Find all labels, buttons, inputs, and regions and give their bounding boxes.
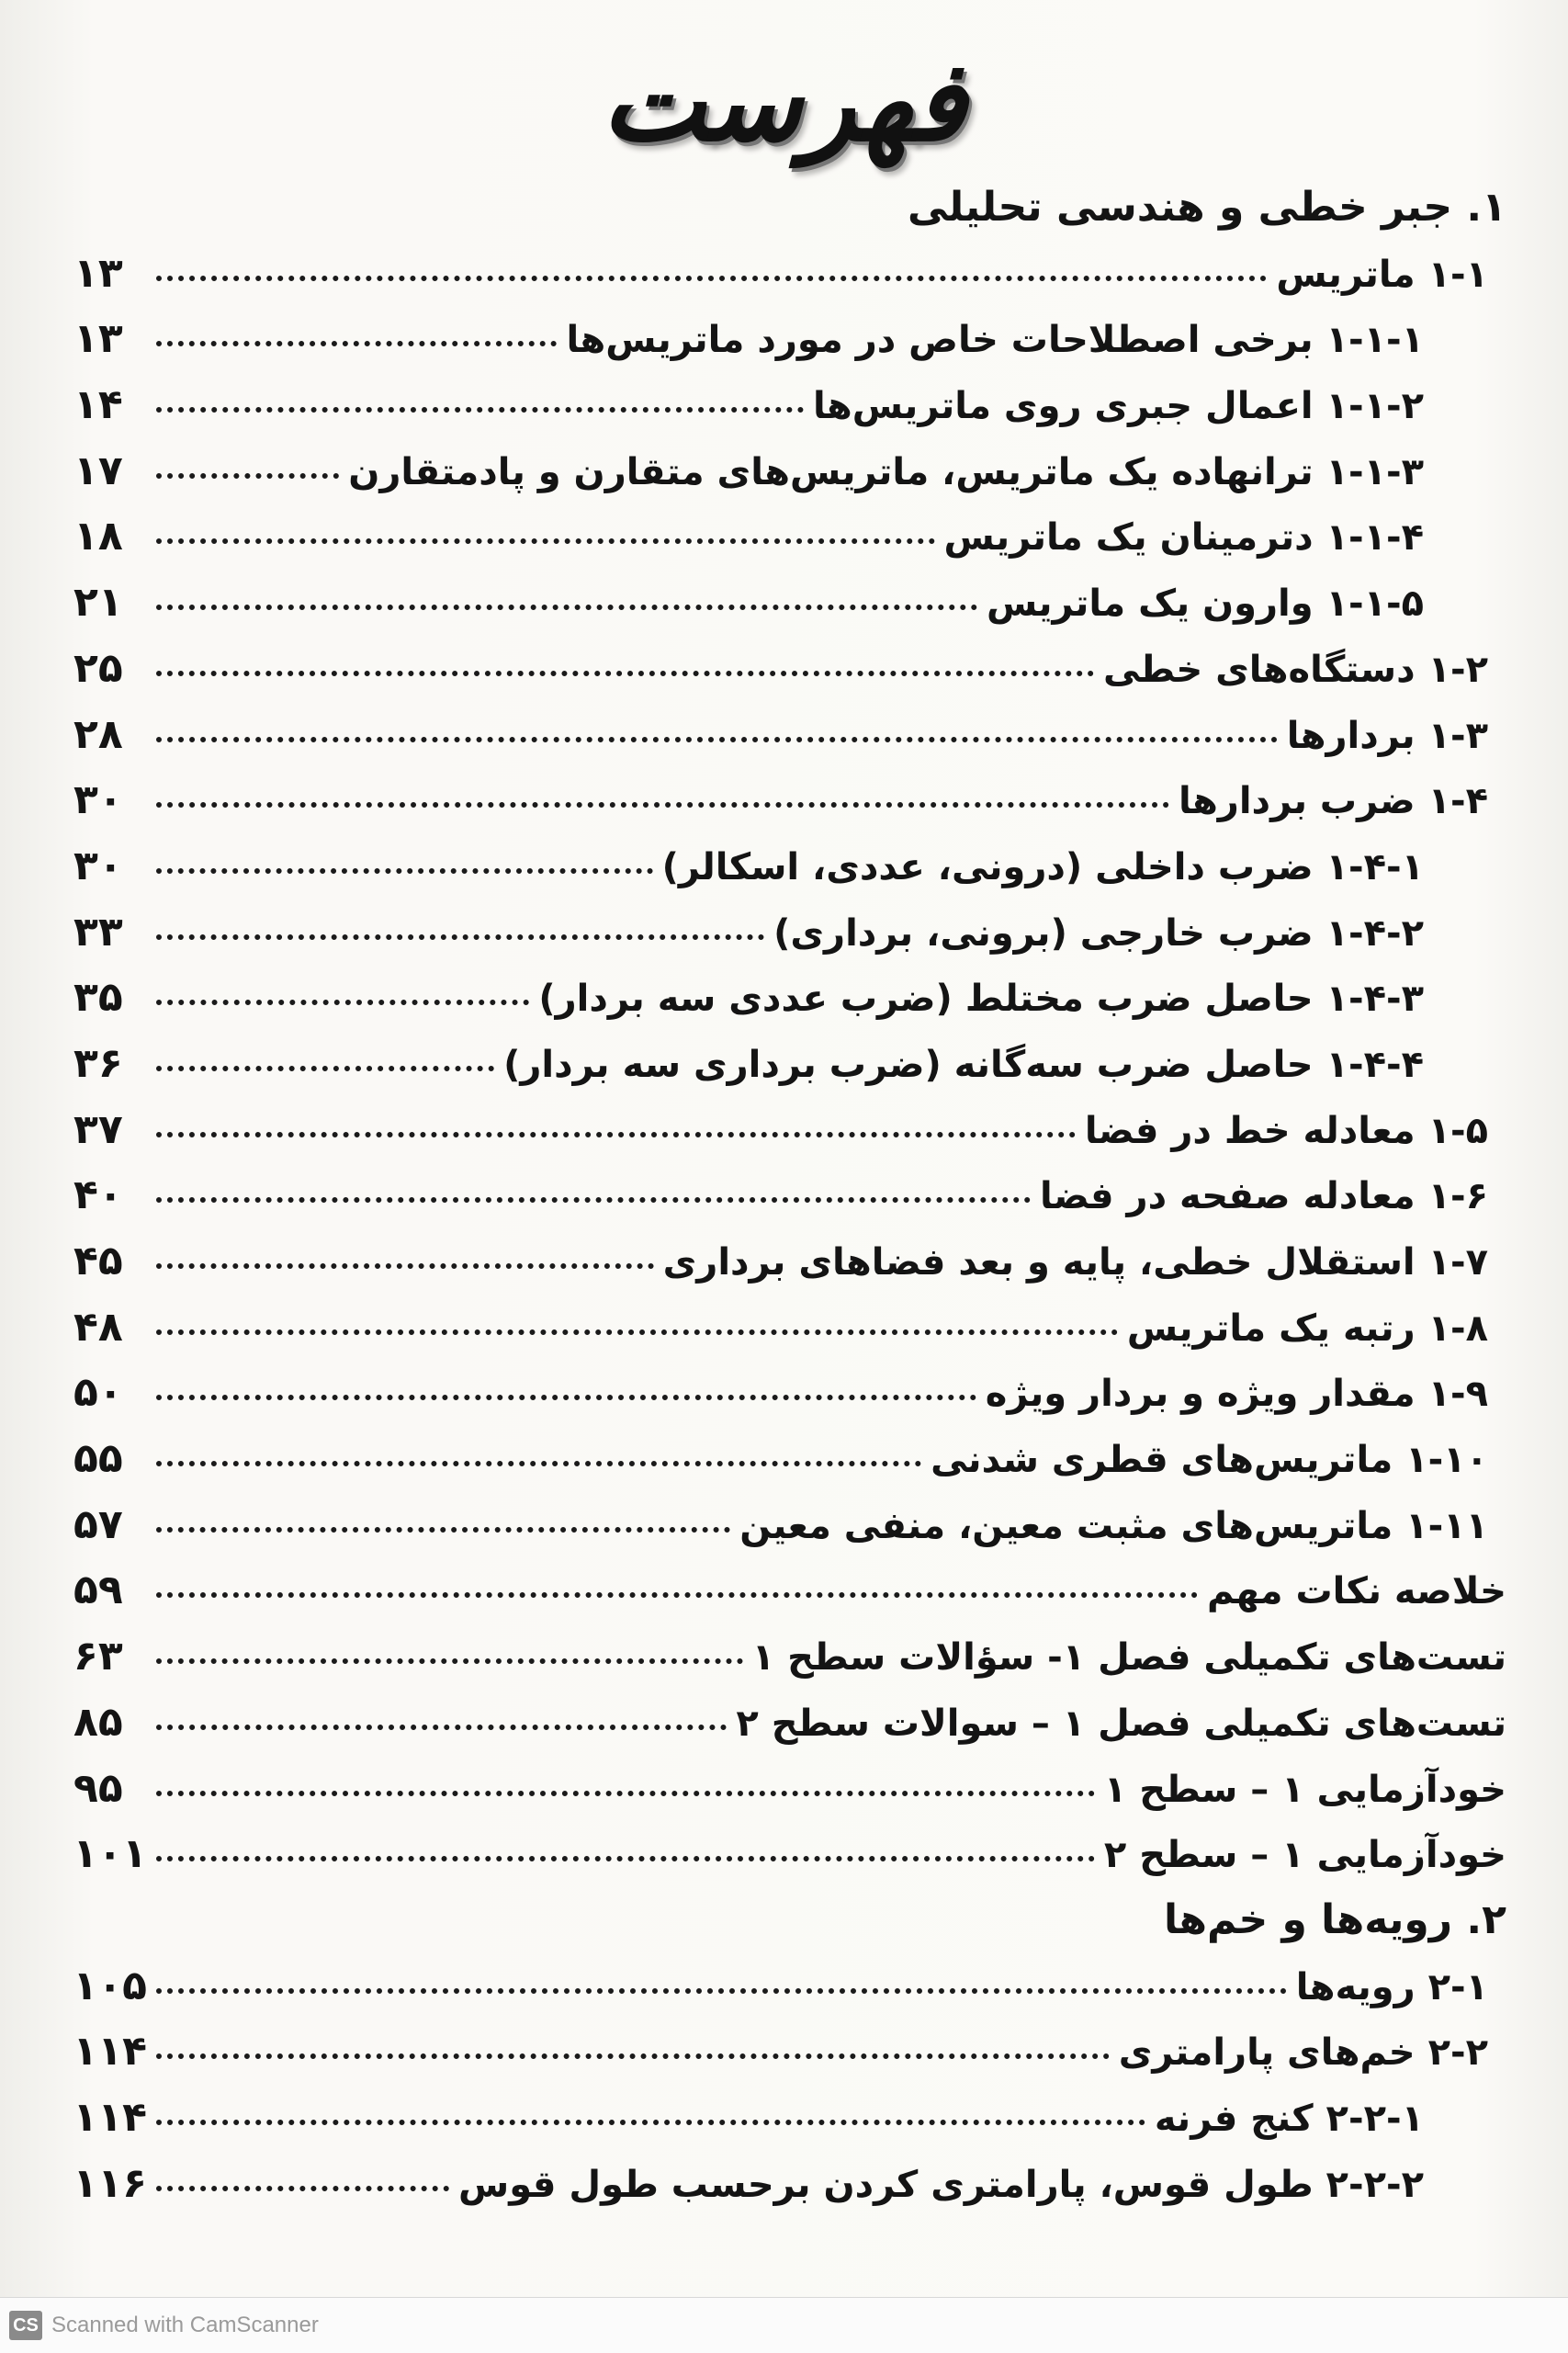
toc-entry	[73, 1501, 1506, 1567]
toc-page-number: ۱۱۴	[73, 2028, 147, 2076]
toc-entry-title: ۱-۹ مقدار ویژه و بردار ویژه	[985, 1373, 1488, 1416]
toc-entry	[73, 381, 1506, 447]
toc-page-number: ۱۰۵	[73, 1962, 147, 2009]
toc-chapter-heading	[73, 184, 1506, 250]
toc-entry	[73, 1435, 1506, 1501]
toc-page-number: ۵۹	[73, 1567, 123, 1614]
toc-entry-title: تست‌های تکمیلی فصل ۱ – سوالات سطح ۲	[736, 1702, 1506, 1745]
dot-leader	[156, 1066, 494, 1071]
dot-leader	[156, 1527, 730, 1533]
dot-leader	[156, 671, 1094, 676]
toc-page-number: ۴۸	[73, 1303, 123, 1351]
toc-entry-title: ۱-۴-۴ حاصل ضرب سه‌گانه (ضرب برداری سه بردار)	[503, 1043, 1424, 1086]
table-of-contents	[73, 184, 1506, 2225]
dot-leader	[156, 538, 935, 544]
dot-leader	[156, 341, 557, 346]
scan-watermark-text: Scanned with CamScanner	[51, 2313, 319, 2337]
toc-entry-title: ۱-۱-۲ اعمال جبری روی ماتریس‌ها	[813, 385, 1424, 428]
dot-leader	[156, 1856, 1095, 1861]
dot-leader	[156, 2120, 1145, 2125]
toc-entry-title: ۱-۸ رتبه یک ماتریس	[1126, 1307, 1488, 1350]
toc-entry-title: ۱-۴ ضرب بردارها	[1179, 780, 1488, 823]
toc-entry-title: ۱-۱-۳ ترانهاده یک ماتریس، ماتریس‌های متقارن و پادمتقارن	[348, 450, 1424, 493]
toc-entry-title: خلاصه نکات مهم	[1207, 1570, 1506, 1613]
toc-entry-title: تست‌های تکمیلی فصل ۱- سؤالات سطح ۱	[751, 1636, 1506, 1680]
page-title: فهرست	[601, 37, 967, 166]
dot-leader	[156, 1988, 1287, 1994]
toc-page-number: ۶۳	[73, 1633, 123, 1680]
toc-entry-title: خودآزمایی ۱ – سطح ۲	[1103, 1834, 1506, 1877]
toc-entry-title: ۲-۲ خم‌های پارامتری	[1118, 2031, 1488, 2075]
toc-page-number: ۱۸	[73, 513, 123, 560]
toc-entry	[73, 1238, 1506, 1304]
toc-entry-title: ۲-۲-۲ طول قوس، پارامتری کردن برحسب طول قوس	[458, 2163, 1424, 2206]
toc-entry	[73, 711, 1506, 777]
dot-leader	[156, 1263, 654, 1269]
toc-entry-title: ۱-۶ معادله صفحه در فضا	[1039, 1175, 1488, 1218]
dot-leader	[156, 1197, 1031, 1203]
toc-page-number: ۲۱	[73, 579, 123, 627]
toc-entry-title: ۱-۱-۱ برخی اصطلاحات خاص در مورد ماتریس‌ها	[566, 319, 1424, 362]
toc-page-number: ۸۵	[73, 1698, 123, 1746]
toc-page-number: ۵۰	[73, 1369, 123, 1417]
toc-page-number: ۳۰	[73, 842, 123, 889]
toc-entry	[73, 513, 1506, 579]
dot-leader	[156, 737, 1278, 742]
toc-entry-title: ۱-۱-۵ وارون یک ماتریس	[986, 583, 1424, 626]
dot-leader	[156, 1592, 1198, 1598]
toc-entry	[73, 579, 1506, 645]
dot-leader	[156, 1000, 529, 1005]
scanner-footer	[0, 2297, 1568, 2353]
toc-entry	[73, 843, 1506, 909]
toc-entry-title: ۱-۲ دستگاه‌های خطی	[1102, 648, 1488, 691]
toc-entry-title: ۱-۱۰ ماتریس‌های قطری شدنی	[931, 1439, 1488, 1482]
toc-page-number: ۱۷	[73, 447, 123, 494]
dot-leader	[156, 605, 977, 610]
toc-entry	[73, 1633, 1506, 1699]
toc-entry	[73, 1830, 1506, 1896]
toc-entry	[73, 1304, 1506, 1370]
toc-entry	[73, 447, 1506, 514]
toc-entry	[73, 1765, 1506, 1831]
dot-leader	[156, 473, 339, 479]
toc-entry-title: ۱-۱ ماتریس	[1276, 253, 1488, 296]
toc-entry	[73, 1567, 1506, 1633]
dot-leader	[156, 868, 653, 874]
toc-entry	[73, 2028, 1506, 2094]
toc-page-number: ۳۷	[73, 1105, 123, 1153]
toc-entry-title: ۱-۴-۱ ضرب داخلی (درونی، عددی، اسکالر)	[661, 845, 1424, 888]
toc-entry	[73, 974, 1506, 1040]
toc-page-number: ۳۶	[73, 1039, 123, 1087]
dot-leader	[156, 1395, 976, 1400]
toc-page-number: ۴۵	[73, 1238, 123, 1284]
toc-page-number: ۱۳	[73, 315, 123, 363]
toc-chapter-heading	[73, 1896, 1506, 1963]
toc-entry	[73, 1106, 1506, 1172]
camscanner-logo-icon: CS	[9, 2311, 42, 2340]
toc-entry-title: خودآزمایی ۱ – سطح ۱	[1103, 1768, 1506, 1811]
toc-page-number: ۲۵	[73, 644, 123, 692]
toc-page-number: ۲۸	[73, 710, 123, 758]
toc-page-number: ۳۳	[73, 908, 123, 956]
toc-page-number: ۱۳	[73, 249, 123, 297]
toc-entry	[73, 1699, 1506, 1765]
toc-entry-title: ۱-۴-۳ حاصل ضرب مختلط (ضرب عددی سه بردار)	[538, 978, 1424, 1021]
dot-leader	[156, 1461, 921, 1466]
dot-leader	[156, 1791, 1095, 1796]
toc-page-number: ۴۰	[73, 1171, 123, 1219]
toc-entry	[73, 776, 1506, 843]
toc-page-number: ۳۵	[73, 974, 123, 1022]
dot-leader	[156, 1329, 1118, 1335]
dot-leader	[156, 407, 804, 413]
toc-entry-title: ۱-۴-۲ ضرب خارجی (برونی، برداری)	[773, 911, 1424, 955]
toc-entry	[73, 1963, 1506, 2029]
toc-entry-title: ۱. جبر خطی و هندسی تحلیلی	[908, 184, 1506, 231]
toc-entry	[73, 250, 1506, 316]
dot-leader	[156, 1132, 1076, 1137]
toc-entry	[73, 1040, 1506, 1106]
toc-page-number: ۹۵	[73, 1764, 123, 1812]
dot-leader	[156, 2053, 1110, 2059]
toc-page-number: ۵۷	[73, 1500, 123, 1548]
dot-leader	[156, 276, 1267, 281]
toc-page-number: ۱۰۱	[73, 1830, 147, 1878]
toc-page-number: ۱۱۶	[73, 2159, 147, 2207]
toc-page-number: ۱۱۴	[73, 2093, 147, 2141]
toc-page-number: ۳۰	[73, 776, 123, 824]
toc-entry-title: ۲-۱ رویه‌ها	[1295, 1965, 1488, 2008]
toc-entry	[73, 909, 1506, 975]
toc-entry-title: ۱-۱-۴ دترمینان یک ماتریس	[943, 516, 1424, 560]
toc-entry	[73, 1369, 1506, 1435]
dot-leader	[156, 2186, 449, 2191]
toc-entry	[73, 2160, 1506, 2226]
toc-page-number: ۱۴	[73, 381, 123, 429]
toc-entry-title: ۲-۲-۱ کنج فرنه	[1154, 2097, 1424, 2140]
toc-page-number: ۵۵	[73, 1435, 123, 1483]
toc-entry-title: ۱-۳ بردارها	[1286, 714, 1488, 757]
toc-entry	[73, 645, 1506, 711]
dot-leader	[156, 802, 1169, 808]
dot-leader	[156, 934, 764, 940]
toc-entry-title: ۱-۱۱ ماتریس‌های مثبت معین، منفی معین	[739, 1504, 1488, 1547]
toc-entry	[73, 2094, 1506, 2160]
toc-entry-title: ۱-۵ معادله خط در فضا	[1084, 1109, 1488, 1152]
toc-entry	[73, 1171, 1506, 1238]
toc-entry-title: ۲. رویه‌ها و خم‌ها	[1163, 1895, 1506, 1943]
dot-leader	[156, 1725, 727, 1730]
toc-entry-title: ۱-۷ استقلال خطی، پایه و بعد فضاهای برداری	[662, 1241, 1488, 1284]
toc-entry	[73, 315, 1506, 381]
dot-leader	[156, 1658, 743, 1664]
